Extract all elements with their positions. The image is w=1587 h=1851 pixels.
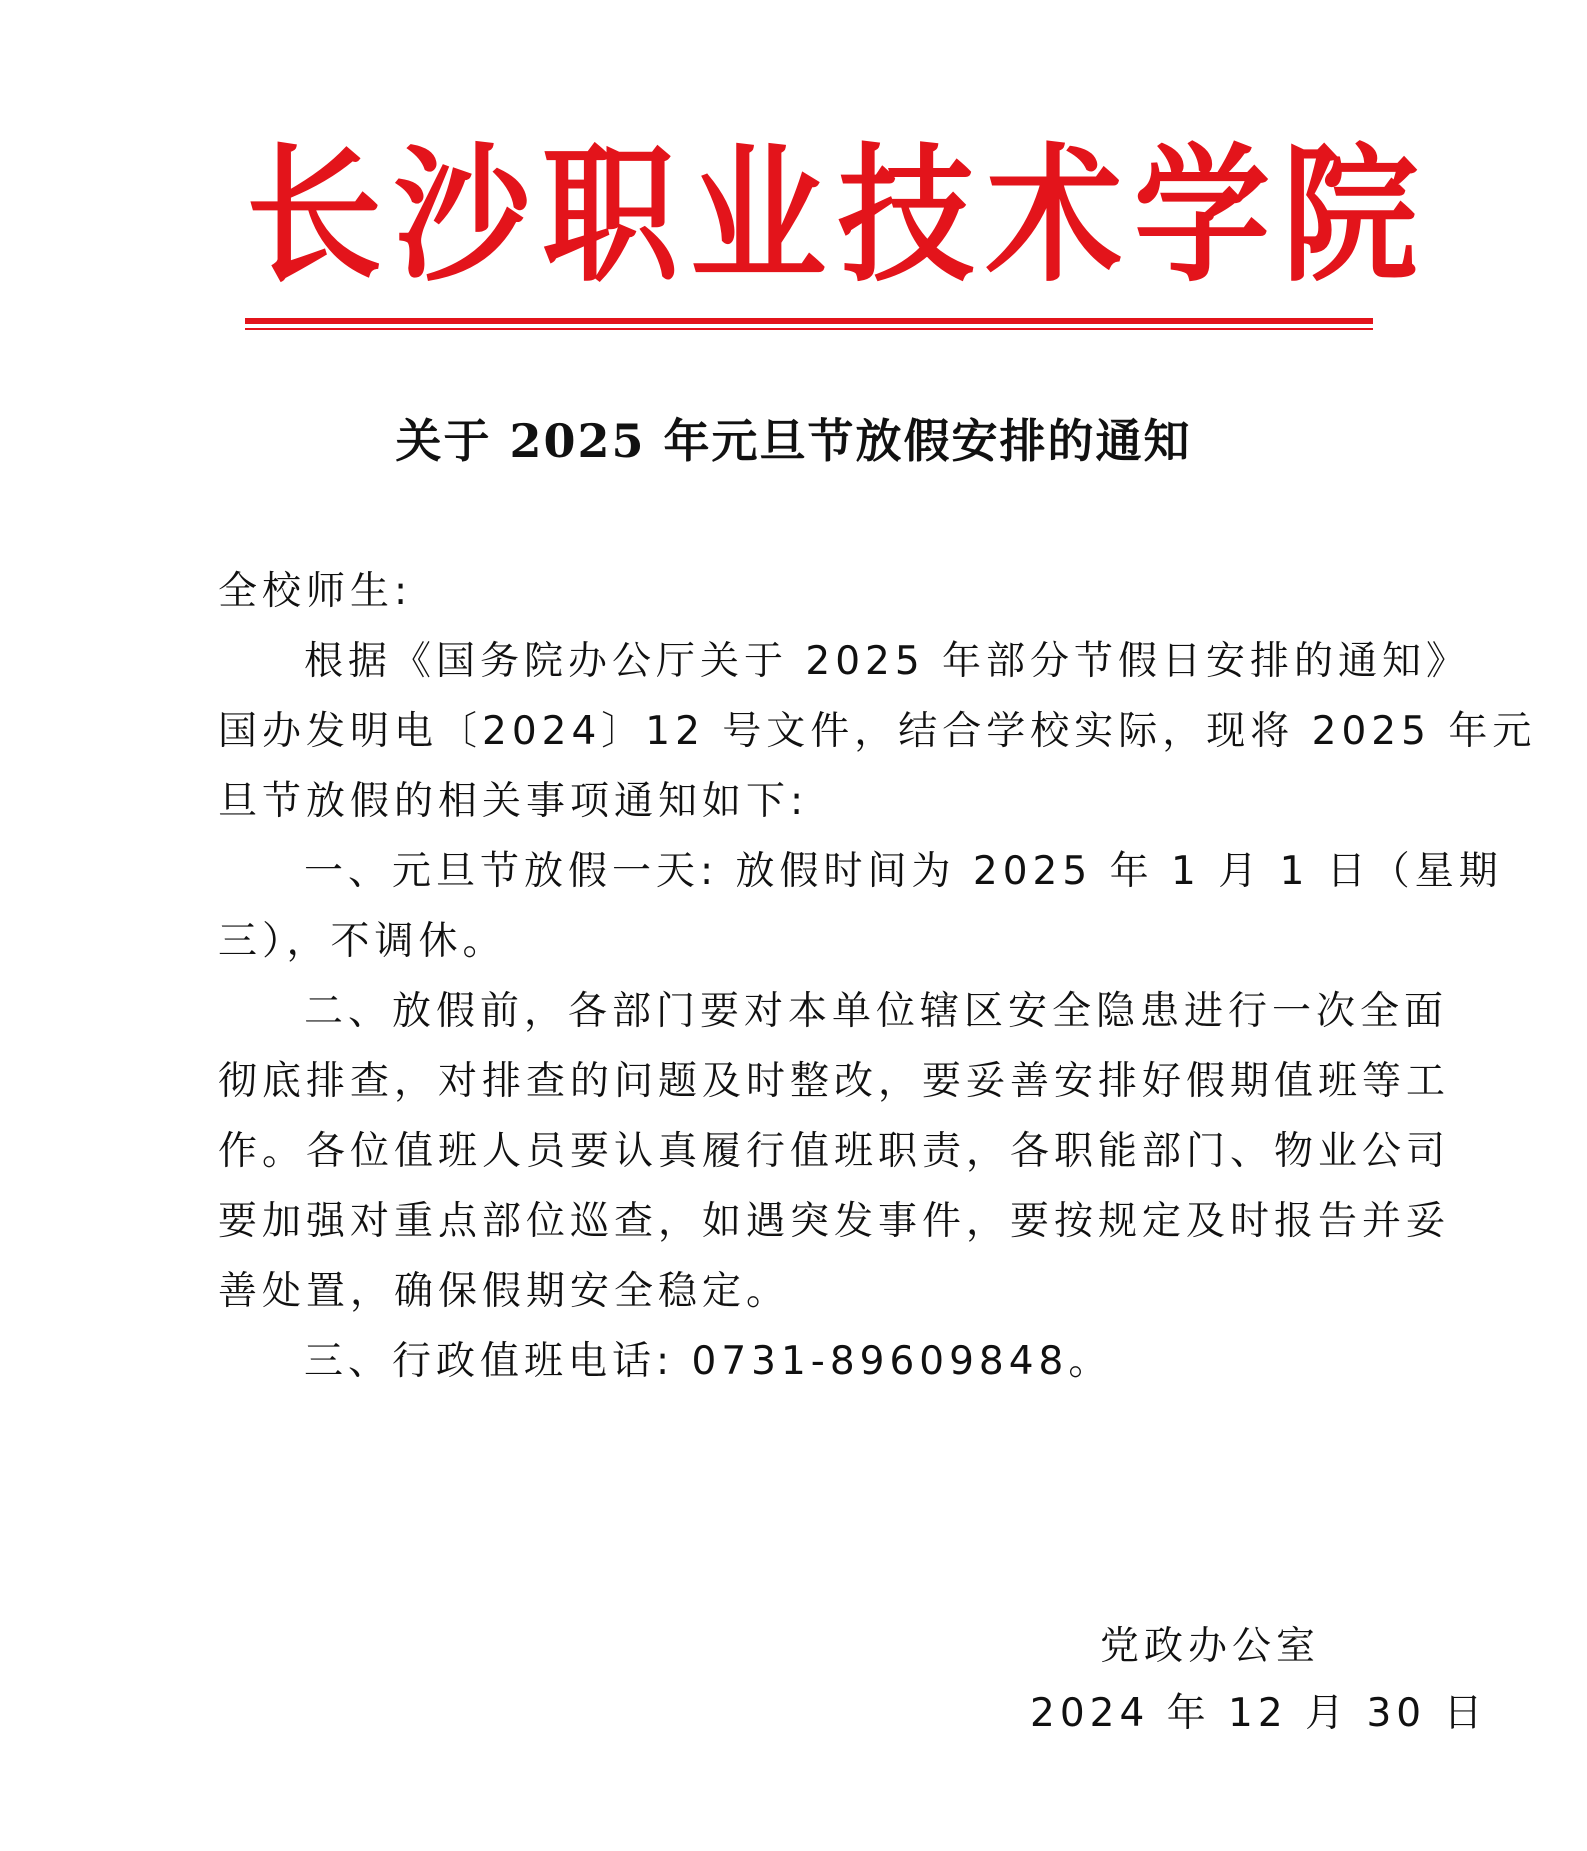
masthead-char: 长 [245, 128, 383, 302]
masthead-char: 职 [541, 128, 679, 302]
body-line: 旦节放假的相关事项通知如下: [218, 779, 809, 824]
masthead-char: 沙 [393, 128, 531, 302]
body-line: 作。各位值班人员要认真履行值班职责，各职能部门、物业公司 [218, 1129, 1451, 1174]
masthead-char: 业 [689, 128, 827, 302]
body-line: 根据《国务院办公厅关于 2025 年部分节假日安排的通知》 [304, 639, 1471, 684]
body-line: 一、元旦节放假一天: 放假时间为 2025 年 1 月 1 日（星期 [304, 849, 1503, 894]
signature-office: 党政办公室 [1100, 1624, 1321, 1669]
notice-title: 关于 2025 年元旦节放假安排的通知 [395, 414, 1192, 468]
masthead-char: 术 [985, 128, 1123, 302]
masthead-char: 院 [1281, 128, 1419, 302]
salutation: 全校师生: [218, 569, 413, 614]
body-line: 善处置，确保假期安全稳定。 [218, 1269, 791, 1314]
masthead-rule-thin [245, 328, 1373, 330]
body-line: 国办发明电〔2024〕12 号文件，结合学校实际，现将 2025 年元 [218, 709, 1537, 754]
signature-date: 2024 年 12 月 30 日 [1030, 1691, 1488, 1736]
body-line: 三、行政值班电话: 0731-89609848。 [304, 1339, 1113, 1384]
masthead-char: 技 [837, 128, 975, 302]
body-line: 三），不调休。 [218, 919, 507, 964]
notice-body [218, 560, 1537, 1384]
body-line: 彻底排查，对排查的问题及时整改，要妥善安排好假期值班等工 [218, 1059, 1451, 1104]
masthead-rule-thick [245, 318, 1373, 324]
masthead-school-name [240, 128, 1419, 302]
body-line: 二、放假前，各部门要对本单位辖区安全隐患进行一次全面 [304, 989, 1449, 1034]
body-line: 要加强对重点部位巡查，如遇突发事件，要按规定及时报告并妥 [218, 1199, 1451, 1244]
masthead-char: 学 [1133, 128, 1271, 302]
